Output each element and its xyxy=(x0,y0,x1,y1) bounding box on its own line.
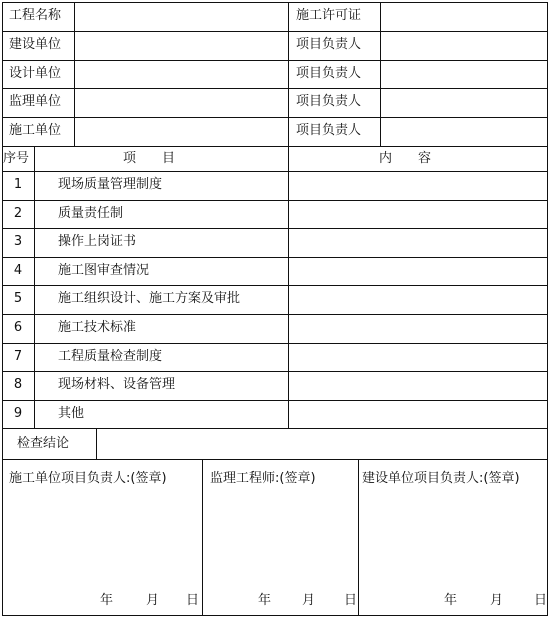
signature-date-month: 月 xyxy=(490,593,504,608)
table-row-divider xyxy=(2,314,548,315)
row-item: 现场质量管理制度 xyxy=(58,177,163,192)
signature-title: 监理工程师:(签章) xyxy=(210,471,316,487)
conclusion-label: 检查结论 xyxy=(17,436,70,452)
header-label: 项目负责人 xyxy=(296,36,362,52)
row-number: 4 xyxy=(13,262,23,278)
row-number: 6 xyxy=(13,320,23,335)
signature-title: 施工单位项目负责人:(签章) xyxy=(9,471,167,487)
header-col-divider xyxy=(380,2,381,146)
header-col-divider xyxy=(288,2,289,146)
header-row-divider xyxy=(2,31,548,32)
signature-title: 建设单位项目负责人:(签章) xyxy=(362,471,520,487)
table-row-divider xyxy=(2,400,548,401)
row-number: 7 xyxy=(13,348,23,364)
header-label: 设计单位 xyxy=(9,65,62,81)
row-item: 质量责任制 xyxy=(58,205,124,221)
conclusion-divider xyxy=(2,459,548,460)
signature-date-year: 年 xyxy=(100,593,114,608)
header-col-divider xyxy=(74,2,75,146)
signature-date-year: 年 xyxy=(444,593,458,608)
signature-date-day: 日 xyxy=(186,593,200,608)
quality-inspection-form xyxy=(2,2,548,616)
table-row-divider xyxy=(2,285,548,286)
header-label: 项目负责人 xyxy=(296,123,362,139)
signature-col-divider xyxy=(358,459,359,616)
header-row-divider xyxy=(2,60,548,61)
row-item: 工程质量检查制度 xyxy=(58,348,163,364)
column-header-content: 内容 xyxy=(378,151,457,166)
table-col-divider xyxy=(288,146,289,428)
table-row-divider xyxy=(2,428,548,429)
signature-date-year: 年 xyxy=(258,593,272,608)
header-label: 施工单位 xyxy=(9,123,62,139)
row-number: 2 xyxy=(13,205,23,221)
row-number: 8 xyxy=(13,377,23,393)
row-item: 其他 xyxy=(58,405,85,421)
table-row-divider xyxy=(2,228,548,229)
row-item: 操作上岗证书 xyxy=(58,234,137,250)
signature-date-day: 日 xyxy=(344,593,358,608)
signature-date-month: 月 xyxy=(302,593,316,608)
header-label: 项目负责人 xyxy=(296,65,362,81)
row-item: 施工技术标准 xyxy=(58,320,137,335)
row-number: 1 xyxy=(13,177,23,192)
table-row-divider xyxy=(2,200,548,201)
row-number: 9 xyxy=(13,405,23,421)
signature-date-day: 日 xyxy=(534,593,548,608)
table-row-divider xyxy=(2,371,548,372)
column-header-item: 项目 xyxy=(122,151,201,166)
table-col-divider xyxy=(34,146,35,428)
header-label: 工程名称 xyxy=(9,8,62,23)
row-number: 3 xyxy=(13,234,23,250)
header-label: 监理单位 xyxy=(9,94,62,110)
row-item: 施工图审查情况 xyxy=(58,262,150,278)
row-item: 施工组织设计、施工方案及审批 xyxy=(58,291,241,307)
column-header-no: 序号 xyxy=(3,151,30,166)
table-header-divider xyxy=(2,171,548,172)
header-label: 施工许可证 xyxy=(296,8,362,23)
header-row-divider xyxy=(2,117,548,118)
table-row-divider xyxy=(2,343,548,344)
header-label: 项目负责人 xyxy=(296,94,362,110)
header-row-divider xyxy=(2,146,548,147)
header-row-divider xyxy=(2,88,548,89)
conclusion-col-divider xyxy=(96,428,97,459)
signature-date-month: 月 xyxy=(146,593,160,608)
row-number: 5 xyxy=(13,291,23,307)
table-row-divider xyxy=(2,257,548,258)
header-label: 建设单位 xyxy=(9,36,62,52)
signature-col-divider xyxy=(202,459,203,616)
row-item: 现场材料、设备管理 xyxy=(58,377,176,393)
